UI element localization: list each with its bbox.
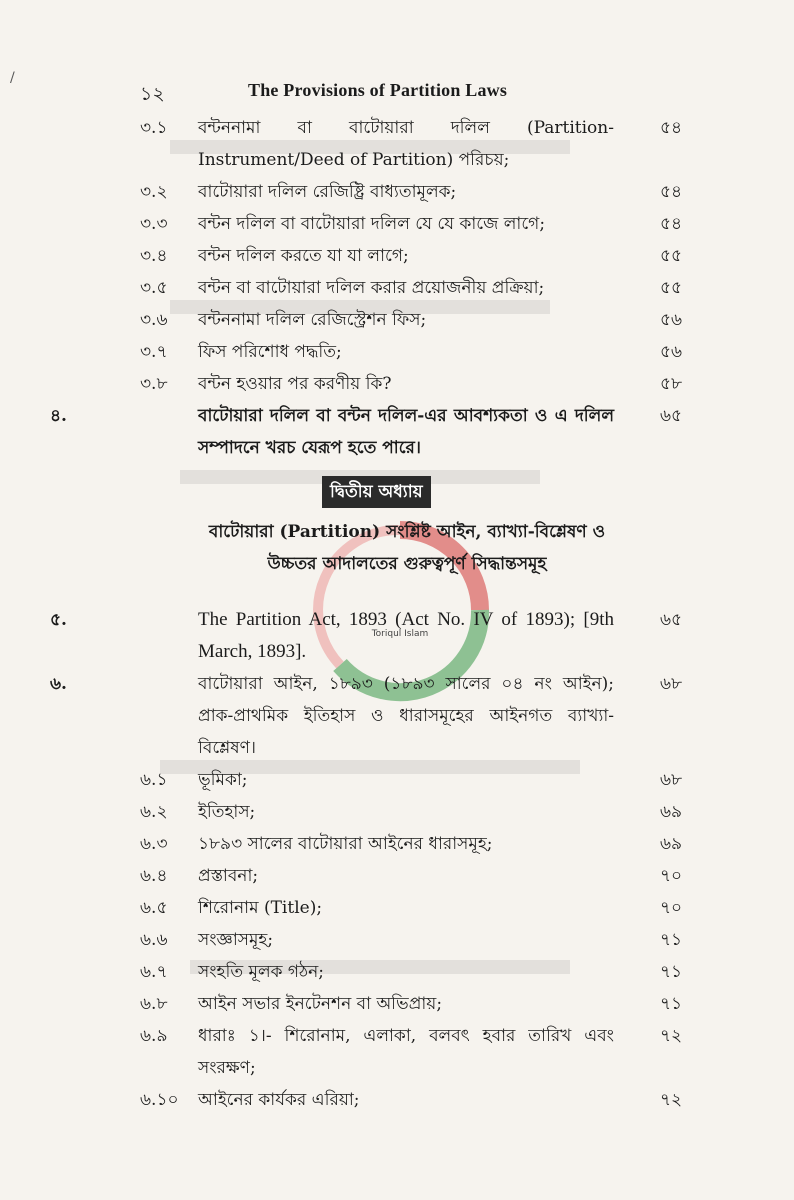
running-header <box>0 80 794 106</box>
entry-number: ৩.৩ <box>140 214 168 234</box>
toc-entry <box>0 1020 794 1084</box>
toc-entry <box>0 304 794 336</box>
entry-page: ৬৫ <box>660 406 683 426</box>
header-page-number: ১২ <box>140 83 165 105</box>
entry-title: বন্টন বা বাটোয়ারা দলিল করার প্রয়োজনীয় প্রক্রিয়া; <box>198 278 545 298</box>
toc-entry <box>0 892 794 924</box>
toc-entry <box>0 240 794 272</box>
entry-page: ৫৪ <box>660 214 683 234</box>
entry-title: সংহতি মূলক গঠন; <box>198 962 325 982</box>
toc-entry <box>0 924 794 956</box>
entry-number: ৩.৬ <box>140 310 168 330</box>
entry-title: ১৮৯৩ সালের বাটোয়ারা আইনের ধারাসমূহ; <box>198 834 493 854</box>
toc-entry <box>0 860 794 892</box>
entry-title: বাটোয়ারা আইন, ১৮৯৩ (১৮৯৩ সালের ০৪ নং আইন); প্রাক-প্রাথমিক ইতিহাস ও ধারাসমূহের আইনগত ব্যাখ্যা-বিশ্লেষণ। <box>198 674 614 758</box>
toc-entry <box>0 208 794 240</box>
entry-page: ৭১ <box>660 994 683 1014</box>
entry-page: ৬৮ <box>660 674 683 694</box>
section-3-list <box>0 112 794 400</box>
chapter-label: দ্বিতীয় অধ্যায় <box>322 476 431 508</box>
toc-entry <box>0 272 794 304</box>
entry-number: ৬.৭ <box>140 962 168 982</box>
entry-page: ৫৪ <box>660 182 683 202</box>
entry-number: ৬.৯ <box>140 1026 168 1046</box>
entry-title: ধারাঃ ১।- শিরোনাম, এলাকা, বলবৎ হবার তারিখ এবং সংরক্ষণ; <box>198 1026 614 1078</box>
entry-number: ৩.২ <box>140 182 168 202</box>
entry-page: ৭০ <box>660 898 683 918</box>
watermark-text: Toriqul Islam <box>371 629 429 639</box>
toc-entry <box>0 368 794 400</box>
entry-title: The Partition Act, 1893 (Act No. IV of 1893); [9th March, 1893]. <box>198 609 614 662</box>
entry-title: শিরোনাম (Title); <box>198 898 323 918</box>
toc-entry <box>0 828 794 860</box>
toc-entry <box>0 764 794 796</box>
entry-title: আইন সভার ইনটেনশন বা অভিপ্রায়; <box>198 994 443 1014</box>
entry-title: ইতিহাস; <box>198 802 256 822</box>
entry-page: ৭০ <box>660 866 683 886</box>
entry-number: ৬.৪ <box>140 866 168 886</box>
header-title: The Provisions of Partition Laws <box>248 80 508 100</box>
toc-entry-5 <box>0 604 794 668</box>
entry-number: ৩.৭ <box>140 342 168 362</box>
toc-entry <box>0 796 794 828</box>
toc-entry <box>0 956 794 988</box>
entry-title: ফিস পরিশোধ পদ্ধতি; <box>198 342 342 362</box>
chapter-title: বাটোয়ারা (Partition) সংশ্লিষ্ট আইন, ব্যাখ্যা-বিশ্লেষণ ও উচ্চতর আদালতের গুরুত্বপূর্ণ সিদ্ধান্তসমূহ <box>208 522 606 574</box>
entry-number: ৩.৮ <box>140 374 168 394</box>
entry-title: বাটোয়ারা দলিল রেজিষ্ট্রি বাধ্যতামূলক; <box>198 182 457 202</box>
entry-title: সংজ্ঞাসমূহ; <box>198 930 274 950</box>
chapter-heading <box>0 464 794 604</box>
toc-entry <box>0 988 794 1020</box>
entry-page: ৭১ <box>660 962 683 982</box>
entry-number: ৪. <box>50 406 67 426</box>
section-6-list <box>0 764 794 1116</box>
entry-title: আইনের কার্যকর এরিয়া; <box>198 1090 360 1110</box>
entry-title: বাটোয়ারা দলিল বা বন্টন দলিল-এর আবশ্যকতা ও এ দলিল সম্পাদনে খরচ যেরূপ হতে পারে। <box>198 406 614 458</box>
entry-number: ৩.১ <box>140 118 168 138</box>
toc-entry <box>0 336 794 368</box>
entry-page: ৭১ <box>660 930 683 950</box>
entry-page: ৫৬ <box>660 342 683 362</box>
entry-number: ৬.১ <box>140 770 168 790</box>
entry-page: ৫৮ <box>660 374 683 394</box>
entry-number: ৩.৫ <box>140 278 168 298</box>
entry-title: বন্টন হওয়ার পর করণীয় কি? <box>198 374 392 394</box>
entry-number: ৬.৩ <box>140 834 168 854</box>
toc-entry-4 <box>0 400 794 464</box>
toc-entry <box>0 176 794 208</box>
entry-number: ৫. <box>50 610 67 630</box>
entry-title: বন্টন দলিল করতে যা যা লাগে; <box>198 246 409 266</box>
entry-number: ৬.৮ <box>140 994 168 1014</box>
entry-number: ৬.১০ <box>140 1090 179 1110</box>
toc-entry <box>0 1084 794 1116</box>
entry-title: বন্টননামা দলিল রেজিস্ট্রেশন ফিস; <box>198 310 427 330</box>
entry-title: বন্টননামা বা বাটোয়ারা দলিল (Partition-Instrument/Deed of Partition) পরিচয়; <box>198 118 614 170</box>
entry-number: ৬. <box>50 674 67 694</box>
entry-page: ৭২ <box>660 1026 683 1046</box>
margin-mark: / <box>10 70 15 86</box>
toc-entry <box>0 112 794 176</box>
entry-title: বন্টন দলিল বা বাটোয়ারা দলিল যে যে কাজে লাগে; <box>198 214 546 234</box>
entry-title: ভূমিকা; <box>198 770 248 790</box>
entry-page: ৭২ <box>660 1090 683 1110</box>
entry-page: ৬৮ <box>660 770 683 790</box>
entry-number: ৬.৫ <box>140 898 168 918</box>
entry-number: ৬.৬ <box>140 930 168 950</box>
entry-number: ৬.২ <box>140 802 168 822</box>
entry-page: ৫৪ <box>660 118 683 138</box>
entry-number: ৩.৪ <box>140 246 168 266</box>
entry-page: ৬৯ <box>660 834 683 854</box>
entry-page: ৫৫ <box>660 278 683 298</box>
entry-page: ৬৫ <box>660 610 683 630</box>
entry-page: ৫৫ <box>660 246 683 266</box>
toc-entry-6 <box>0 668 794 764</box>
entry-page: ৫৬ <box>660 310 683 330</box>
entry-title: প্রস্তাবনা; <box>198 866 259 886</box>
table-of-contents <box>0 112 794 1116</box>
entry-page: ৬৯ <box>660 802 683 822</box>
